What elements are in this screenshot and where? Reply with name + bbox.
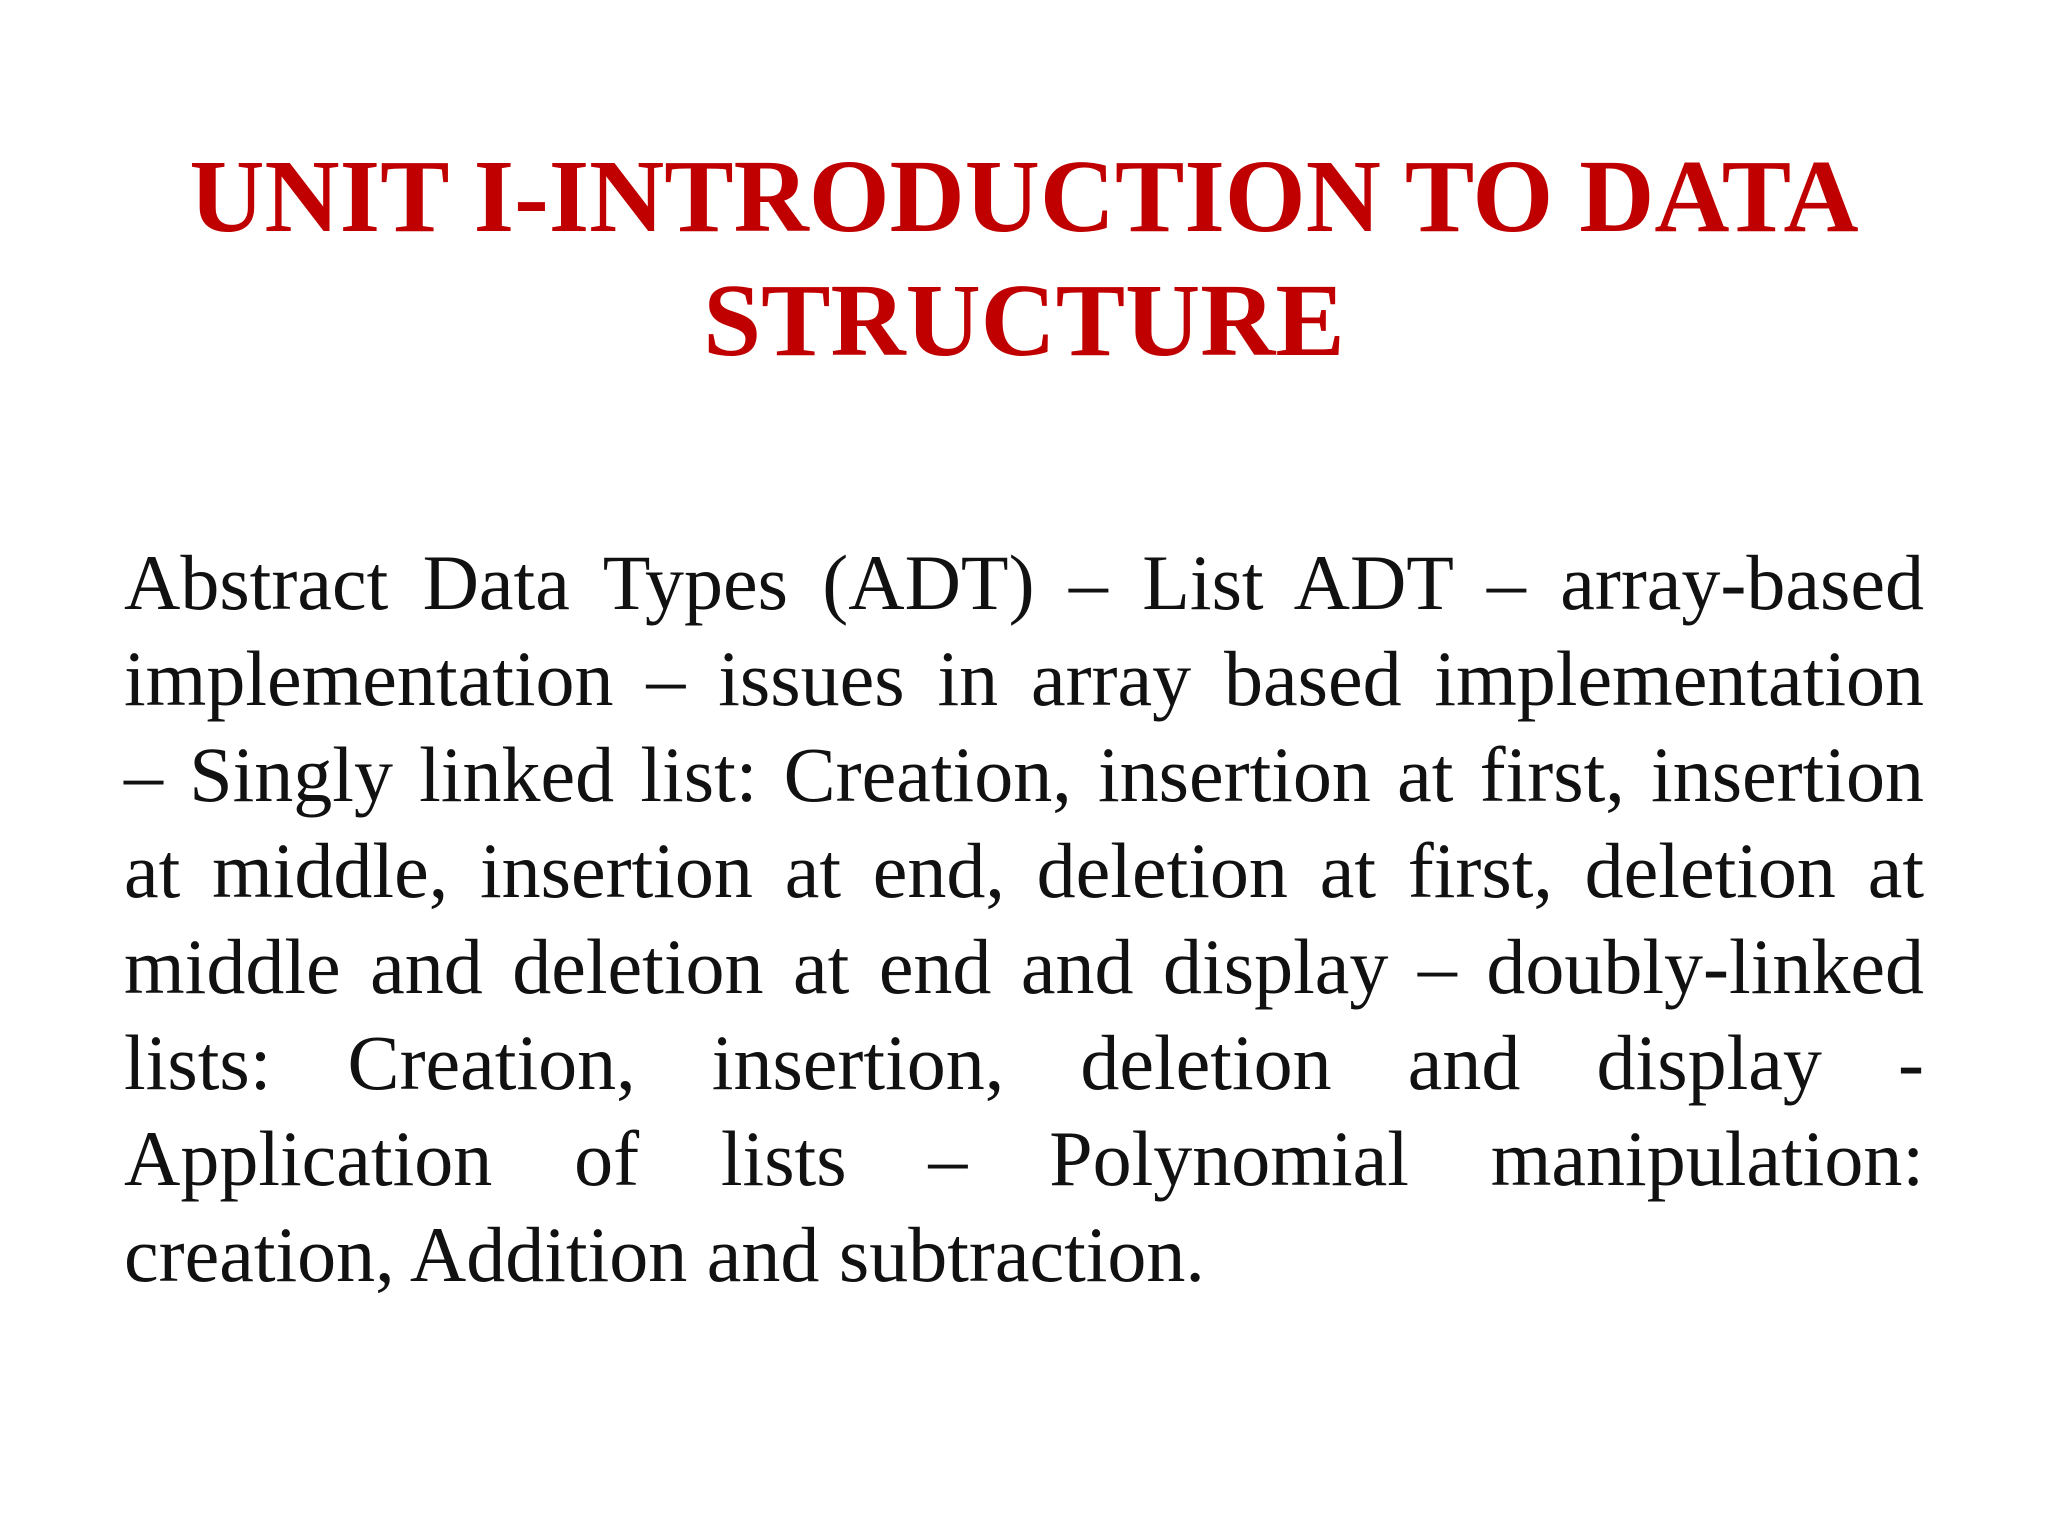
paragraph-line: middle and deletion at end and display – doubly-linked [124, 923, 1924, 1010]
paragraph-line: lists: Creation, insertion, deletion and display - [124, 1019, 1924, 1106]
title-line: STRUCTURE [703, 263, 1345, 378]
title-line: UNIT I-INTRODUCTION TO DATA [189, 139, 1859, 254]
slide-title [124, 135, 1924, 383]
paragraph-line: implementation – issues in array based implementation [124, 635, 1924, 722]
paragraph-line: Abstract Data Types (ADT) – List ADT – array-based [124, 539, 1924, 626]
paragraph-line: Application of lists – Polynomial manipulation: [124, 1115, 1924, 1202]
syllabus-paragraph [124, 535, 1924, 1303]
paragraph-line: creation, Addition and subtraction. [124, 1211, 1205, 1298]
paragraph-line: at middle, insertion at end, deletion at first, deletion at [124, 827, 1924, 914]
paragraph-line: – Singly linked list: Creation, insertion at first, insertion [124, 731, 1924, 818]
